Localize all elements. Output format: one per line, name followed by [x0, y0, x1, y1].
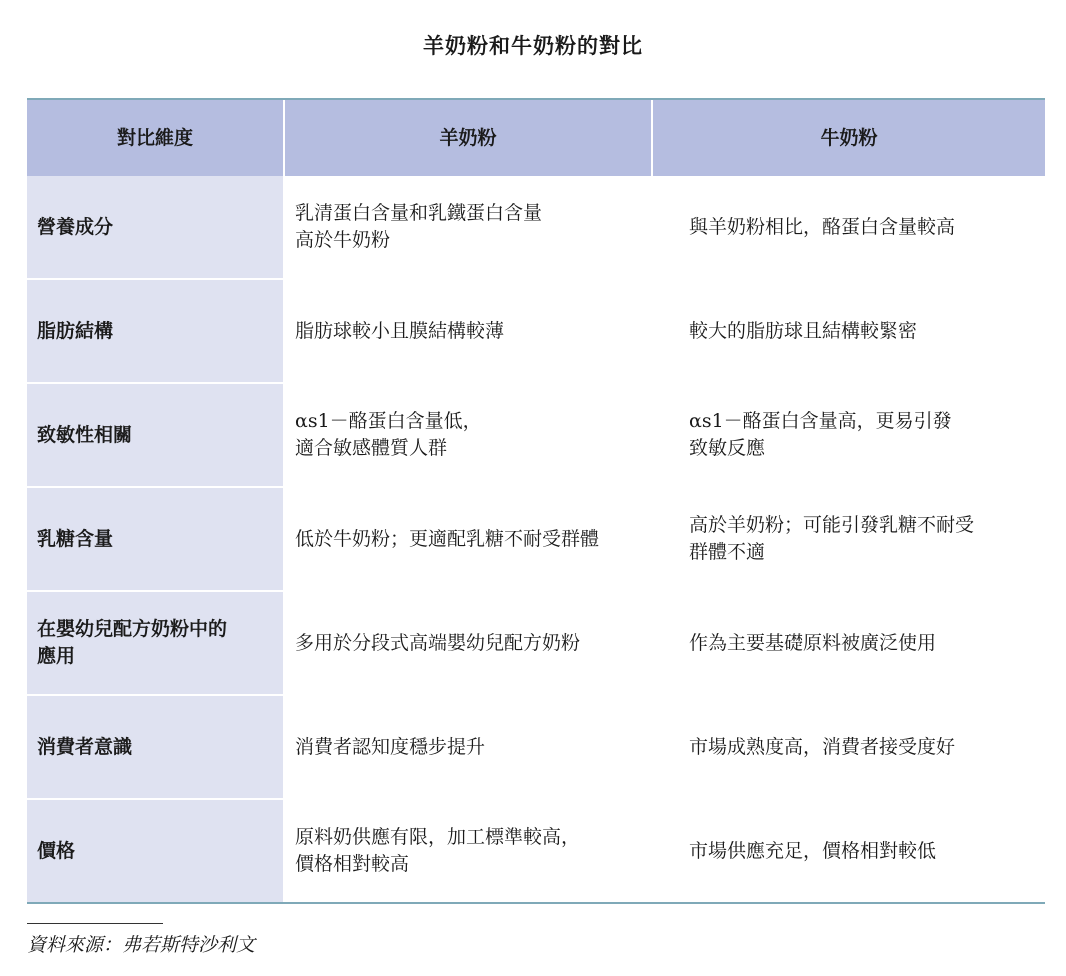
row-goat-cell-text: 乳清蛋白含量和乳鐵蛋白含量 高於牛奶粉: [295, 202, 543, 251]
row-goat-cell: [283, 696, 651, 798]
table-body: [27, 176, 1045, 902]
row-cow-cell: [651, 384, 1045, 486]
row-dimension-cell-text: 致敏性相關: [37, 423, 133, 446]
row-dimension-cell: [27, 176, 283, 278]
row-cow-cell-text: 市場供應充足，價格相對較低: [689, 839, 937, 862]
row-cow-cell: [651, 176, 1045, 278]
row-dimension-cell: [27, 384, 283, 486]
row-cow-cell-text: 作為主要基礎原料被廣泛使用: [689, 631, 937, 654]
row-goat-cell: [283, 280, 651, 382]
row-cow-cell: [651, 696, 1045, 798]
row-cow-cell: [651, 592, 1045, 694]
header-goat-milk-powder: 羊奶粉: [283, 100, 651, 176]
row-cow-cell-text: 較大的脂肪球且結構較緊密: [689, 319, 918, 342]
table-row: [27, 278, 1045, 382]
row-goat-cell-text: 消費者認知度穩步提升: [295, 735, 486, 758]
header-cow-milk-powder: 牛奶粉: [651, 100, 1045, 176]
table-row: [27, 590, 1045, 694]
row-dimension-cell-text: 價格: [37, 839, 76, 862]
table-title: 羊奶粉和牛奶粉的對比: [423, 34, 643, 58]
table-row: [27, 694, 1045, 798]
row-goat-cell-text: αs1－酪蛋白含量低， 適合敏感體質人群: [295, 410, 482, 459]
row-goat-cell-text: 脂肪球較小且膜結構較薄: [295, 319, 505, 342]
row-goat-cell-text: 原料奶供應有限，加工標準較高， 價格相對較高: [295, 826, 581, 875]
row-goat-cell: [283, 384, 651, 486]
source-divider: [27, 923, 163, 924]
row-dimension-cell-text: 乳糖含量: [37, 527, 114, 550]
row-goat-cell-text: 多用於分段式高端嬰幼兒配方奶粉: [295, 631, 581, 654]
row-cow-cell: [651, 488, 1045, 590]
row-goat-cell: [283, 176, 651, 278]
row-cow-cell: [651, 800, 1045, 902]
table-row: [27, 798, 1045, 902]
row-dimension-cell-text: 在嬰幼兒配方奶粉中的 應用: [37, 618, 228, 667]
row-cow-cell-text: 高於羊奶粉；可能引發乳糖不耐受 群體不適: [689, 514, 975, 563]
row-dimension-cell-text: 營養成分: [37, 215, 114, 238]
row-cow-cell: [651, 280, 1045, 382]
row-cow-cell-text: αs1－酪蛋白含量高，更易引發 致敏反應: [689, 410, 952, 459]
row-goat-cell: [283, 488, 651, 590]
row-dimension-cell: [27, 280, 283, 382]
row-dimension-cell-text: 脂肪結構: [37, 319, 114, 342]
header-dimension: 對比維度: [116, 126, 193, 149]
table-row: [27, 176, 1045, 278]
table-row: [27, 382, 1045, 486]
row-dimension-cell: [27, 488, 283, 590]
row-cow-cell-text: 市場成熟度高，消費者接受度好: [689, 735, 956, 758]
comparison-table: [27, 98, 1045, 904]
table-row: [27, 486, 1045, 590]
row-dimension-cell: [27, 592, 283, 694]
row-dimension-cell-text: 消費者意識: [37, 735, 133, 758]
row-cow-cell-text: 與羊奶粉相比，酪蛋白含量較高: [689, 215, 956, 238]
row-goat-cell: [283, 800, 651, 902]
row-goat-cell-text: 低於牛奶粉；更適配乳糖不耐受群體: [295, 527, 600, 550]
row-dimension-cell: [27, 696, 283, 798]
row-goat-cell: [283, 592, 651, 694]
source-note: 資料來源：弗若斯特沙利文: [27, 934, 256, 956]
table-header-row: [27, 100, 1045, 176]
row-dimension-cell: [27, 800, 283, 902]
